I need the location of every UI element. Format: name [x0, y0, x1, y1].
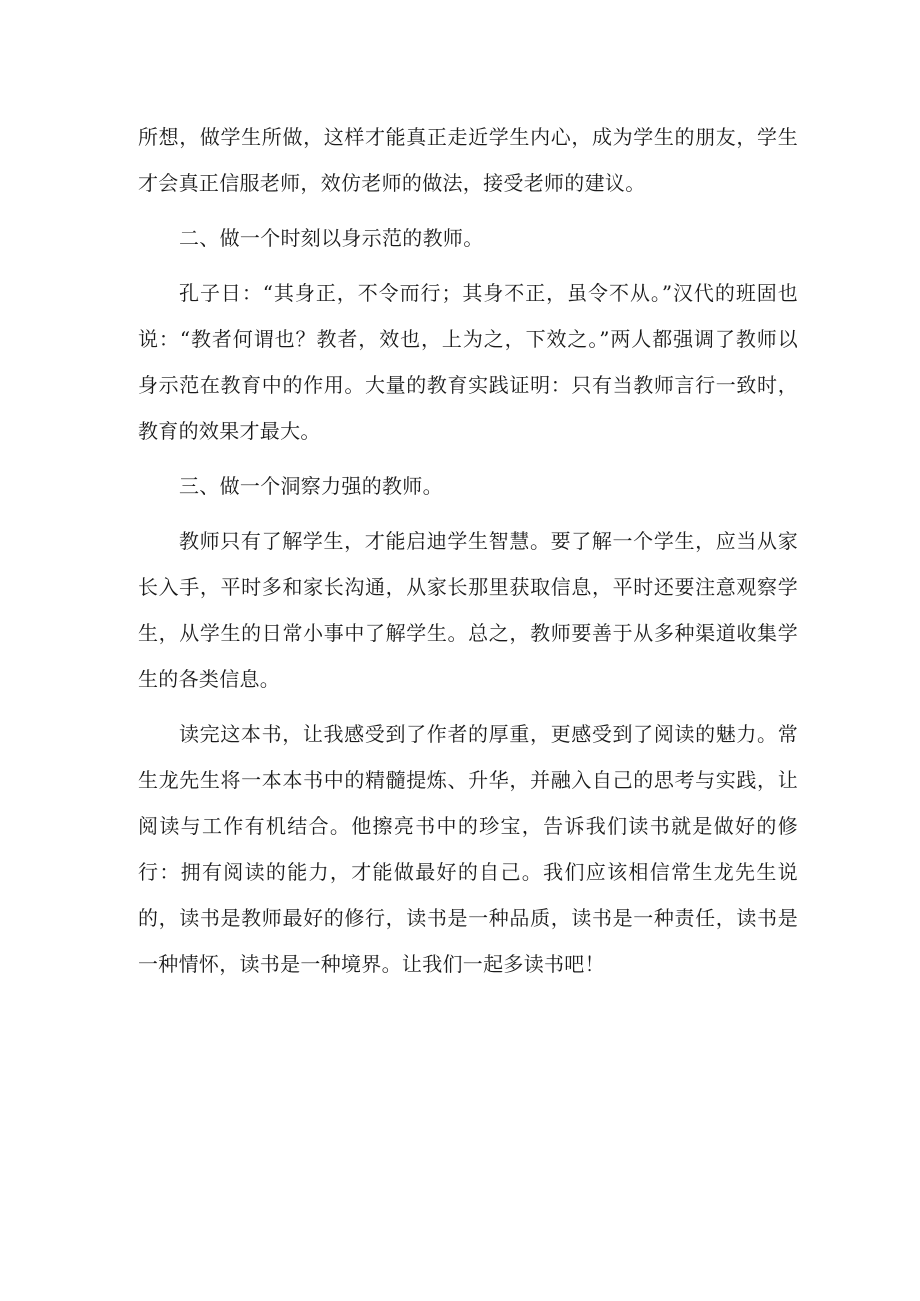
paragraph-confucius-quote: 孔子日：“其身正，不令而行；其身不正，虽令不从。”汉代的班固也说：“教者何谓也？教者，效也，上为之，下效之。”两人都强调了教师以身示范在教育中的作用。大量的教育实践证明：只有当教师言行一致时，教育的效果才最大。 [138, 281, 798, 443]
paragraph-understand-students: 教师只有了解学生，才能启迪学生智慧。要了解一个学生，应当从家长入手，平时多和家长沟通，从家长那里获取信息，平时还要注意观察学生，从学生的日常小事中了解学生。总之，教师要善于从多种渠道收集学生的各类信息。 [138, 529, 798, 691]
document-body [138, 114, 798, 987]
paragraph-conclusion: 读完这本书，让我感受到了作者的厚重，更感受到了阅读的魅力。常生龙先生将一本本书中的精髓提炼、升华，并融入自己的思考与实践，让阅读与工作有机结合。他擦亮书中的珍宝，告诉我们读书就是做好的修行：拥有阅读的能力，才能做最好的自己。我们应该相信常生龙先生说的，读书是教师最好的修行，读书是一种品质，读书是一种责任，读书是一种情怀，读书是一种境界。让我们一起多读书吧！ [138, 722, 798, 976]
section-heading-3: 三、做一个洞察力强的教师。 [179, 474, 443, 498]
section-heading-2: 二、做一个时刻以身示范的教师。 [179, 226, 484, 250]
paragraph-continuation: 所想，做学生所做，这样才能真正走近学生内心，成为学生的朋友，学生才会真正信服老师，效仿老师的做法，接受老师的建议。 [138, 125, 798, 195]
